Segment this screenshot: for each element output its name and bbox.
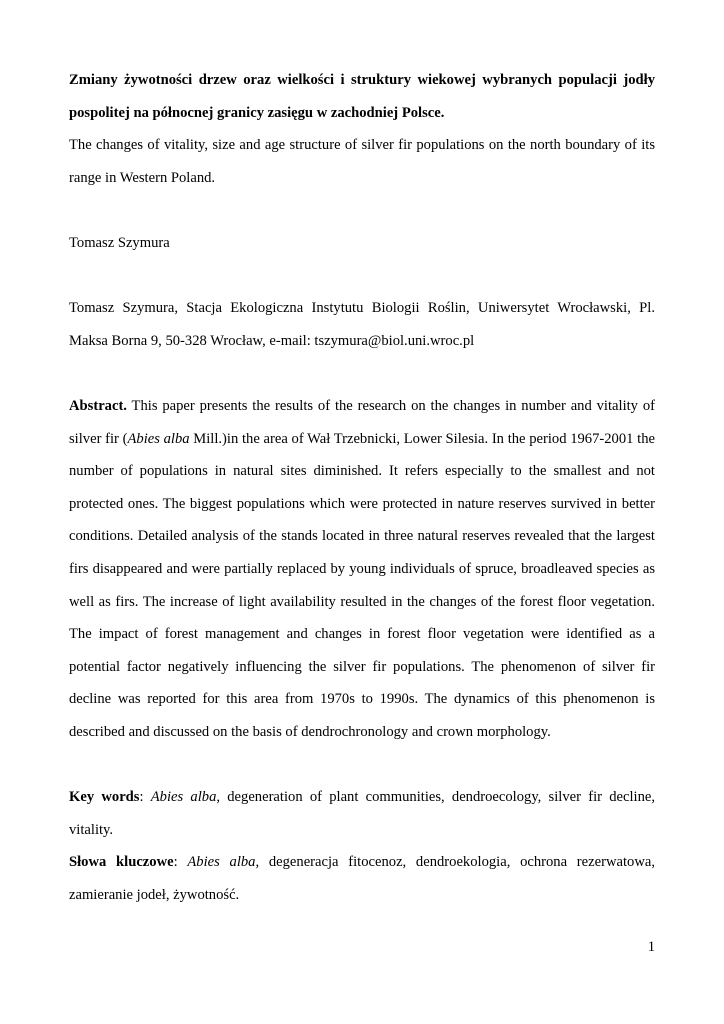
spacer — [69, 260, 655, 293]
keywords-text: , degeneration of plant communities, dendroecology, silver fir decline, vitality. — [69, 789, 656, 838]
keywords-paragraph — [69, 781, 655, 846]
author-name: Tomasz Szymura — [69, 234, 170, 251]
slowa-kluczowe-species: Abies alba — [187, 854, 256, 871]
abstract-text-1: This paper presents the results of the research on the changes in number and vitality of silver fir ( — [69, 397, 655, 447]
paper-page — [69, 64, 655, 911]
slowa-kluczowe-separator: : — [173, 854, 188, 871]
spacer — [69, 194, 655, 227]
title-polish: Zmiany żywotności drzew oraz wielkości i struktury wiekowej wybranych populacji jodły pospolitej na północnej granicy zasięgu w zachodniej Polsce. — [69, 72, 655, 121]
slowa-kluczowe-paragraph — [69, 846, 655, 911]
keywords-heading: Key words — [69, 789, 140, 806]
abstract-paragraph — [69, 390, 655, 749]
spacer — [69, 748, 655, 781]
author-affiliation: Tomasz Szymura, Stacja Ekologiczna Instytutu Biologii Roślin, Uniwersytet Wrocławski, Pl. Maksa Borna 9, 50-328 Wrocław, e-mail: tszymura@biol.uni.wroc.pl — [69, 300, 655, 349]
keywords-species: Abies alba — [150, 789, 217, 806]
abstract-heading: Abstract. — [69, 397, 127, 414]
title-english: The changes of vitality, size and age structure of silver fir populations on the north boundary of its range in Western Poland. — [69, 137, 655, 186]
slowa-kluczowe-heading: Słowa kluczowe — [69, 854, 174, 871]
abstract-text-2: Mill.)in the area of Wał Trzebnicki, Lower Silesia. In the period 1967-2001 the number of populations in natural sites diminished. It refers especially to the smallest and not protected ones. The biggest populations which were protected in nature reserves survived in better conditions. Detailed analysis of the stands located in three natural reserves revealed that the largest firs disappeared and were partially replaced by young individuals of spruce, broadleaved species as well as firs. The increase of light availability resulted in the changes of the forest floor vegetation. The impact of forest management and changes in forest floor vegetation were identified as a potential factor negatively influencing the silver fir populations. The phenomenon of silver fir decline was reported for this area from 1970s to 1990s. The dynamics of this phenomenon is described and discussed on the basis of dendrochronology and crown morphology. — [69, 430, 655, 740]
page-number: 1 — [647, 939, 655, 955]
abstract-species: Abies alba — [127, 430, 190, 447]
slowa-kluczowe-text: , degeneracja fitocenoz, dendroekologia, ochrona rezerwatowa, zamieranie jodeł, żywotność. — [69, 854, 655, 903]
keywords-separator: : — [139, 789, 151, 806]
spacer — [69, 357, 655, 390]
